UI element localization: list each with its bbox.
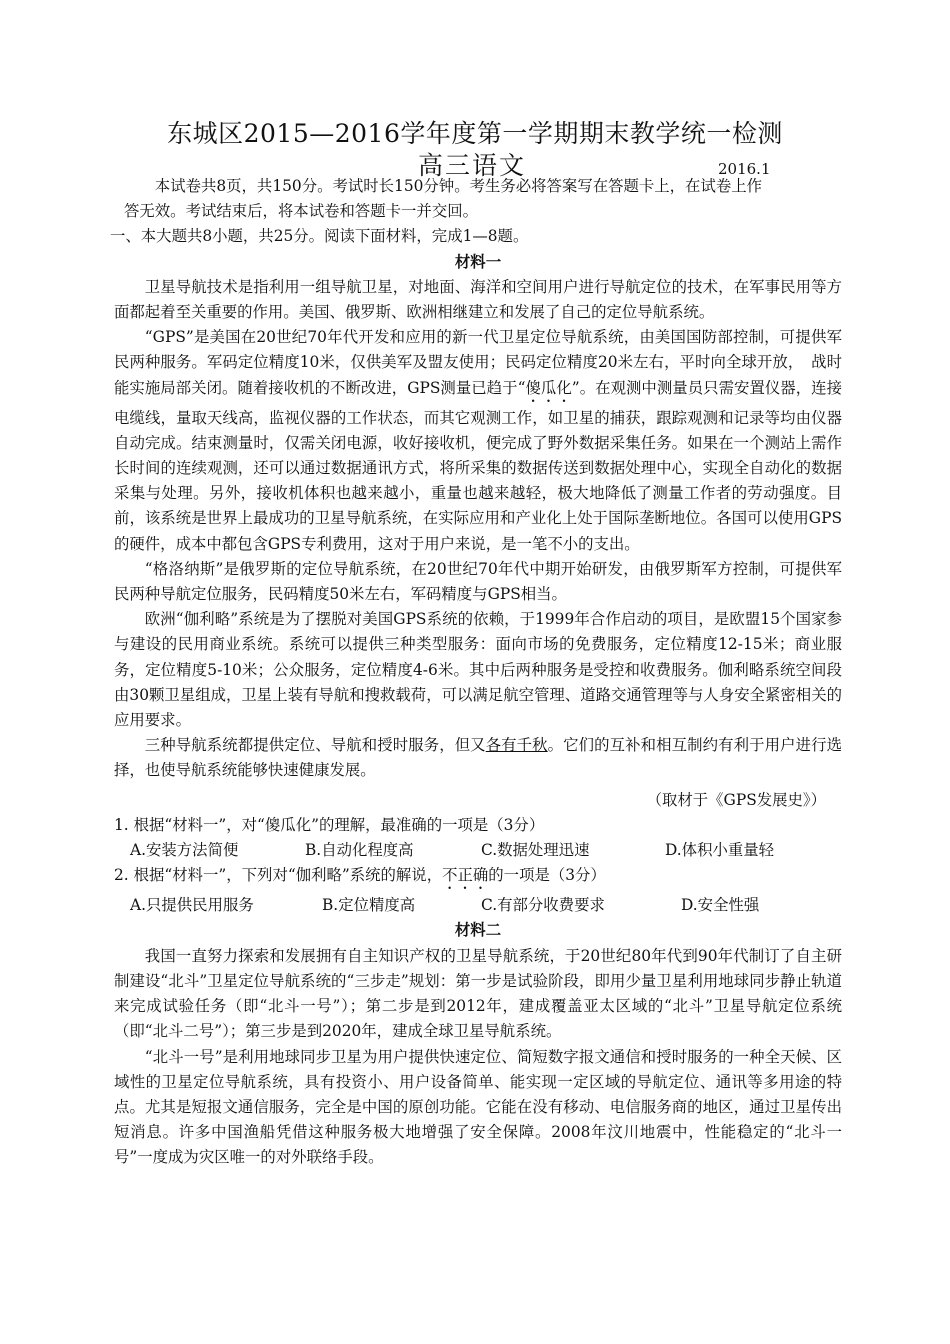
question-2-options <box>114 893 842 918</box>
question-1-stem: 1. 根据“材料一”，对“傻瓜化”的理解，最准确的一项是（3分） <box>114 815 545 834</box>
material-1-paragraph-5 <box>114 733 842 783</box>
underlined-term: 各有千秋 <box>485 736 548 755</box>
exam-title: 东城区2015—2016学年度第一学期期末教学统一检测 <box>167 119 783 148</box>
material-1-paragraph-1: 卫星导航技术是指利用一组导航卫星，对地面、海洋和空间用户进行导航定位的技术，在军事民用等方面都起着至关重要的作用。美国、俄罗斯、欧洲相继建立和发展了自己的定位导航系统。 <box>114 277 842 322</box>
question-1-option-a: A.安装方法简便 <box>130 841 239 860</box>
question-2-option-b: B.定位精度高 <box>322 896 416 915</box>
emphasized-term: 不正确 <box>442 866 489 885</box>
subject-title: 高三语文 <box>418 151 527 180</box>
emphasized-term: 傻瓜化 <box>525 378 572 397</box>
paragraph-text: “GPS”是美国在20世纪70年代开发和应用的新一代卫星定位导航系统，由美国国防部控制，可提供军民两种服务。军码定位精度10米，仅供美军及盟友使用；民码定位精度20米左右，平时向全球开放， 战时能实施局部关闭。随着接收机的不断改进，GPS测量已趋于“ <box>114 328 842 397</box>
question-1-option-d: D.体积小重量轻 <box>665 841 775 860</box>
material-1-paragraph-3: “格洛纳斯”是俄罗斯的定位导航系统，在20世纪70年代中期开始研发，由俄罗斯军方控制，可提供军民两种导航定位服务，民码精度50米左右，军码精度与GPS相当。 <box>114 559 842 604</box>
material-2-paragraph-1: 我国一直努力探索和发展拥有自主知识产权的卫星导航系统，于20世纪80年代到90年代制订了自主研制建设“北斗”卫星定位导航系统的“三步走”规划：第一步是试验阶段，即用少量卫星利用地球同步静止轨道来完成试验任务（即“北斗一号”）；第二步是到2012年，建成覆盖亚太区域的“北斗”卫星导航定位系统（即“北斗二号”）；第三步是到2020年，建成全球卫星导航系统。 <box>114 946 842 1041</box>
exam-body <box>110 172 842 1171</box>
paragraph-text: 。它们的互补和相互制约有利于用户进行选择，也使导航系统能够快速健康发展。 <box>114 736 842 780</box>
question-text: 的一项是（3分） <box>488 866 606 885</box>
material-1-paragraph-2 <box>114 325 842 557</box>
question-2-option-a: A.只提供民用服务 <box>130 896 254 915</box>
question-2-option-c: C.有部分收费要求 <box>481 896 605 915</box>
material-1-source: （取材于《GPS发展史》） <box>646 790 826 809</box>
question-2-stem <box>114 863 842 893</box>
material-1-paragraph-4: 欧洲“伽利略”系统是为了摆脱对美国GPS系统的依赖，于1999年合作启动的项目，是欧盟15个国家参与建设的民用商业系统。系统可以提供三种类型服务：面向市场的免费服务，定位精度12-15米；商业服务，定位精度5-10米；公众服务，定位精度4-6米。其中后两种服务是受控和收费服务。伽利略系统空间段由30颗卫星组成，卫星上装有导航和搜救载荷，可以满足航空管理、道路交通管理等与人身安全紧密相关的应用要求。 <box>114 610 842 730</box>
question-1-option-c: C.数据处理迅速 <box>481 841 590 860</box>
question-2-option-d: D.安全性强 <box>681 896 760 915</box>
material-2-heading: 材料二 <box>454 921 502 940</box>
instructions-line-1: 本试卷共8页，共150分。考试时长150分钟。考生务必将答案写在答题卡上，在试卷上作 <box>154 177 763 195</box>
question-1-option-b: B.自动化程度高 <box>305 841 414 860</box>
question-text: 2. 根据“材料一”，下列对“伽利略”系统的解说， <box>114 866 443 885</box>
paragraph-text: 三种导航系统都提供定位、导航和授时服务，但又 <box>144 736 486 755</box>
question-1-options <box>114 838 842 863</box>
exam-date: 2016.1 <box>718 160 771 178</box>
section-heading: 一、本大题共8小题，共25分。阅读下面材料，完成1—8题。 <box>110 227 529 246</box>
material-2-paragraph-2: “北斗一号”是利用地球同步卫星为用户提供快速定位、简短数字报文通信和授时服务的一种全天候、区域性的卫星定位导航系统，具有投资小、用户设备简单、能实现一定区域的导航定位、通讯等多用途的特点。尤其是短报文通信服务，完全是中国的原创功能。它能在没有移动、电信服务商的地区，通过卫星传出短消息。许多中国渔船凭借这种服务极大地增强了安全保障。2008年汶川地震中，性能稳定的“北斗一号”一度成为灾区唯一的对外联络手段。 <box>114 1047 842 1167</box>
paragraph-text: ”。在观测中测量员只需安置仪器，连接电缆线，量取天线高，监视仪器的工作状态，而其它观测工作，如卫星的捕获，跟踪观测和记录等均由仪器自动完成。结束测量时，仅需关闭电源，收好接收机，便完成了野外数据采集任务。如果在一个测站上需作长时间的连续观测，还可以通过数据通讯方式，将所采集的数据传送到数据处理中心，实现全自动化的数据采集与处理。另外，接收机体积也越来越小，重量也越来越轻，极大地降低了测量工作者的劳动强度。目前，该系统是世界上最成功的卫星导航系统，在实际应用和产业化上处于国际垄断地位。各国可以使用GPS的硬件，成本中都包含GPS专利费用，这对于用户来说，是一笔不小的支出。 <box>114 378 842 553</box>
material-1-heading: 材料一 <box>454 252 502 271</box>
instructions-line-2: 答无效。考试结束后，将本试卷和答题卡一并交回。 <box>124 202 478 221</box>
